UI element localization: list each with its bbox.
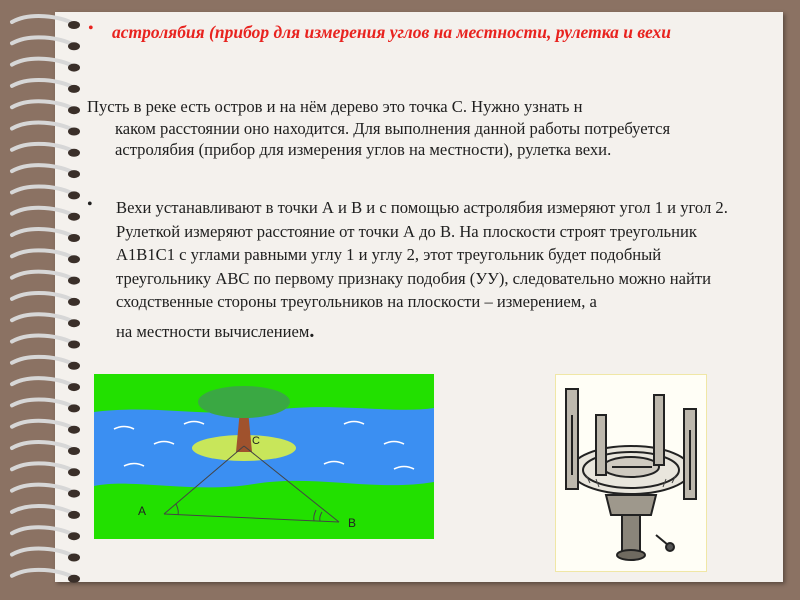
binding-ring — [12, 101, 74, 109]
binding-ring — [12, 165, 74, 173]
binding-hole — [68, 234, 80, 242]
binding-hole — [68, 575, 80, 583]
paragraph-intro-first-line: Пусть в реке есть остров и на нём дерево это точка С. Нужно узнать н — [87, 97, 583, 116]
binding-ring — [12, 442, 74, 450]
binding-ring — [12, 229, 74, 237]
binding-ring — [12, 16, 74, 24]
binding-hole — [68, 298, 80, 306]
binding-hole — [68, 554, 80, 562]
binding-ring — [12, 336, 74, 344]
binding-hole — [68, 277, 80, 285]
binding-hole — [68, 447, 80, 455]
binding-ring — [12, 421, 74, 429]
bullet-marker: • — [87, 196, 93, 213]
label-a: А — [138, 504, 147, 518]
binding-ring — [12, 250, 74, 258]
binding-hole — [68, 319, 80, 327]
binding-hole — [68, 404, 80, 412]
astrolabe-picture — [555, 374, 707, 572]
binding-hole — [68, 255, 80, 263]
last-line-text: на местности вычислением — [116, 321, 310, 341]
title-bullet: • — [88, 20, 94, 37]
binding-hole — [68, 468, 80, 476]
binding-ring — [12, 293, 74, 301]
binding-hole — [68, 42, 80, 50]
astrolabe-icon — [556, 375, 706, 571]
binding-ring — [12, 549, 74, 557]
binding-hole — [68, 170, 80, 178]
slide-title: астролябия (прибор для измерения углов на местности, рулетка и вехи — [112, 22, 671, 42]
binding-hole — [68, 511, 80, 519]
binding-ring — [12, 186, 74, 194]
river-island-diagram — [94, 374, 434, 539]
binding-hole — [68, 106, 80, 114]
spiral-binding — [0, 0, 90, 600]
binding-ring — [12, 527, 74, 535]
binding-hole — [68, 191, 80, 199]
paragraph-intro-rest: каком расстоянии оно находится. Для выполнения данной работы потребуется астролябия (прибор для измерения углов на местности), рулетка вехи. — [115, 118, 671, 159]
binding-hole — [68, 21, 80, 29]
binding-ring — [12, 506, 74, 514]
binding-hole — [68, 426, 80, 434]
binding-ring — [12, 463, 74, 471]
tree-crown — [198, 386, 290, 418]
binding-ring — [12, 59, 74, 67]
binding-hole — [68, 490, 80, 498]
binding-ring — [12, 208, 74, 216]
binding-ring — [12, 37, 74, 45]
binding-ring — [12, 357, 74, 365]
binding-hole — [68, 532, 80, 540]
binding-ring — [12, 314, 74, 322]
binding-hole — [68, 64, 80, 72]
paragraph-method-last-line — [116, 320, 736, 344]
binding-ring — [12, 80, 74, 88]
paragraph-method-text: Вехи устанавливают в точки А и В и с помощью астролябия измеряют угол 1 и угол 2. Рулеткой измеряют расстояние от точки А до В. На плоскости строят треугольник А1В1С1 с углами равными углу 1 и углу 2, этот треугольник будет подобный треугольнику АВС по первому признаку подобия (УУ), следовательно можно найти сходственные стороны треугольников на плоскости – измерением, а — [116, 198, 728, 311]
binding-hole — [68, 341, 80, 349]
binding-hole — [68, 128, 80, 136]
binding-ring — [12, 570, 74, 578]
binding-hole — [68, 362, 80, 370]
last-line-dot: . — [309, 319, 315, 342]
binding-hole — [68, 213, 80, 221]
binding-ring — [12, 272, 74, 280]
binding-ring — [12, 123, 74, 131]
binding-ring — [12, 399, 74, 407]
paragraph-intro — [87, 96, 737, 161]
label-c: С — [252, 435, 260, 447]
label-b: В — [348, 516, 357, 530]
binding-ring — [12, 144, 74, 152]
binding-hole — [68, 149, 80, 157]
binding-hole — [68, 85, 80, 93]
binding-ring — [12, 378, 74, 386]
binding-hole — [68, 383, 80, 391]
binding-ring — [12, 485, 74, 493]
paragraph-method — [116, 196, 736, 343]
